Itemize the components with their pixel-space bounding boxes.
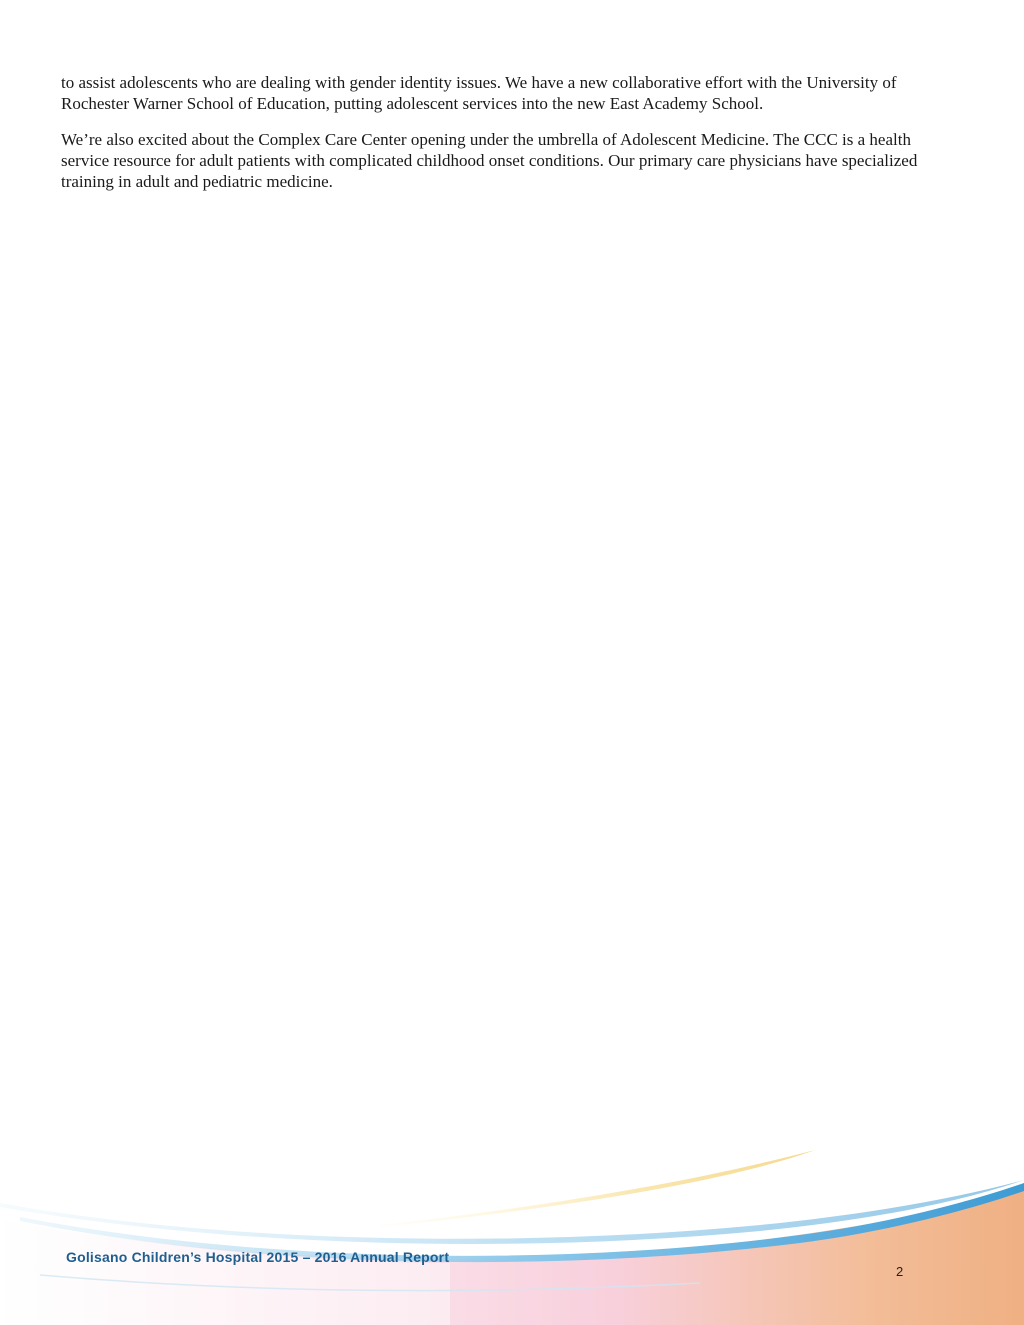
paragraph-1: to assist adolescents who are dealing with gender identity issues. We have a new collaborative effort with the University of Rochester Warner School of Education, putting adolescent services into the new East Academy School. xyxy=(61,73,897,113)
paragraph-2: We’re also excited about the Complex Care Center opening under the umbrella of Adolescent Medicine. The CCC is a health service resource for adult patients with complicated childhood onset conditions. Our primary care physicians have specialized training in adult and pediatric medicine. xyxy=(61,130,918,191)
footer-yellow-swoosh xyxy=(380,1150,815,1227)
page-number: 2 xyxy=(896,1264,904,1279)
body-text xyxy=(61,72,961,207)
footer-title: Golisano Children’s Hospital 2015 – 2016 Annual Report xyxy=(66,1249,450,1265)
footer-wave-decoration xyxy=(0,1145,1024,1325)
